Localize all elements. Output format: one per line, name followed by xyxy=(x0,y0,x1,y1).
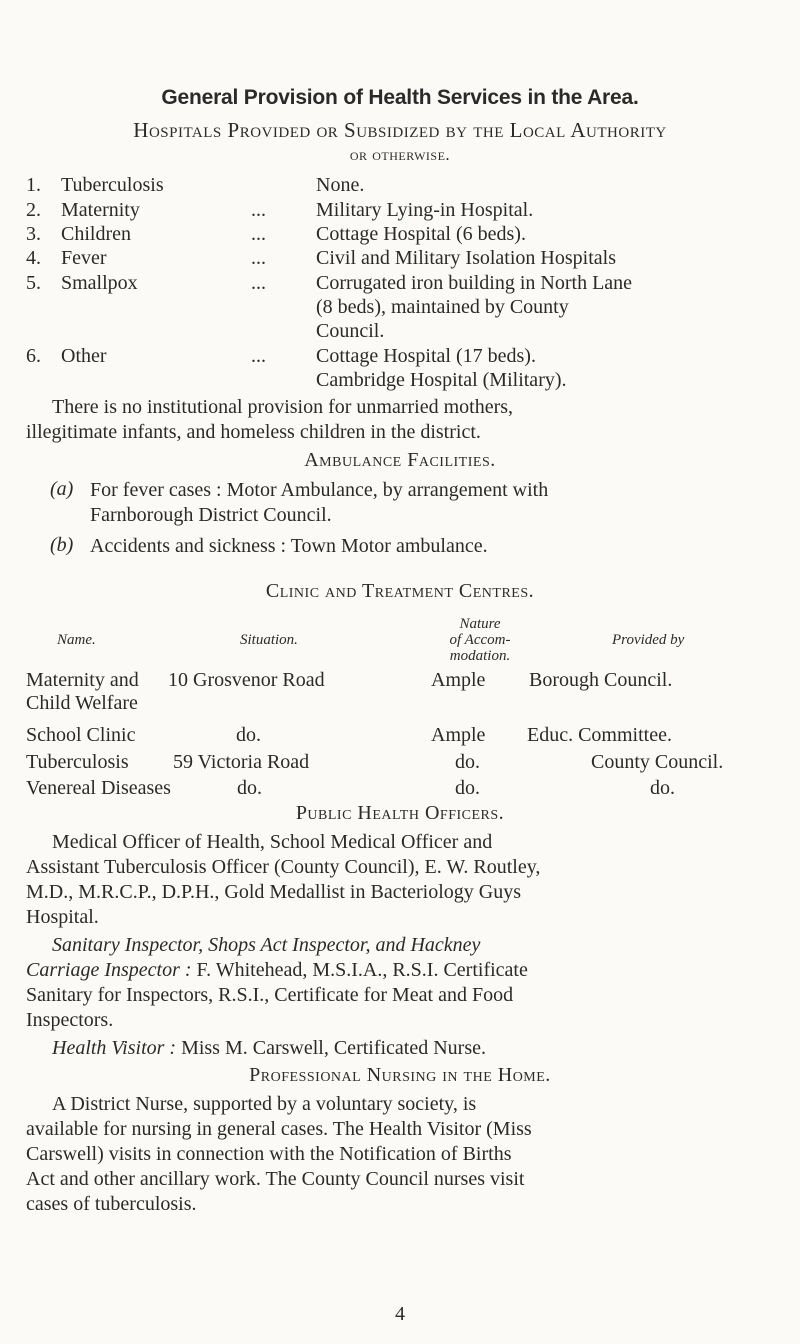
item-value: (8 beds), maintained by County xyxy=(316,296,569,318)
clinic-situation: do. xyxy=(237,777,262,799)
item-number: 2. xyxy=(26,199,41,221)
officers-heading: Public Health Officers. xyxy=(295,802,505,824)
item-category: Fever xyxy=(61,247,107,269)
leader-dots: ... xyxy=(251,247,266,269)
inspector-line: Inspectors. xyxy=(26,1009,114,1031)
leader-dots: ... xyxy=(251,345,266,367)
clinic-name: Maternity and xyxy=(26,669,139,691)
ambulance-text-a: For fever cases : Motor Ambulance, by arrangement with xyxy=(90,479,549,501)
moh-text-cont: M.D., M.R.C.P., D.P.H., Gold Medallist in Bacteriology Guys xyxy=(26,881,522,903)
item-value: Cambridge Hospital (Military). xyxy=(316,369,567,391)
nursing-text: A District Nurse, supported by a voluntary society, is xyxy=(52,1093,477,1115)
clinic-name: School Clinic xyxy=(26,724,136,746)
column-header-name: Name. xyxy=(57,632,96,648)
item-number: 5. xyxy=(26,272,41,294)
moh-text-cont: Assistant Tuberculosis Officer (County Council), E. W. Routley, xyxy=(26,856,541,878)
page-number: 4 xyxy=(395,1303,405,1325)
moh-text: Medical Officer of Health, School Medical Officer and xyxy=(52,831,493,853)
clinic-name-cont: Child Welfare xyxy=(26,692,138,714)
visitor-line xyxy=(52,1036,772,1061)
item-category: Maternity xyxy=(61,199,140,221)
clinic-nature: do. xyxy=(455,751,480,773)
moh-text-cont: Hospital. xyxy=(26,906,99,928)
clinic-name: Tuberculosis xyxy=(26,751,129,773)
item-value: Military Lying-in Hospital. xyxy=(316,199,534,221)
ambulance-label-b: (b) xyxy=(50,534,74,556)
inspector-title-cont: Carriage Inspector : xyxy=(26,959,192,981)
visitor-title: Health Visitor : xyxy=(52,1037,177,1059)
page-title: General Provision of Health Services in the Area. xyxy=(161,86,639,109)
inspector-line: Sanitary for Inspectors, R.S.I., Certificate for Meat and Food xyxy=(26,984,514,1006)
item-number: 3. xyxy=(26,223,41,245)
ambulance-text-b: Accidents and sickness : Town Motor ambulance. xyxy=(90,535,488,557)
nursing-text-cont: Act and other ancillary work. The County Council nurses visit xyxy=(26,1168,525,1190)
item-value: Council. xyxy=(316,320,385,342)
column-header-nature-2: of Accom- xyxy=(449,632,511,648)
leader-dots: ... xyxy=(251,272,266,294)
item-value: Civil and Military Isolation Hospitals xyxy=(316,247,616,269)
item-category: Other xyxy=(61,345,107,367)
nursing-heading: Professional Nursing in the Home. xyxy=(249,1064,551,1086)
nursing-text-cont: Carswell) visits in connection with the Notification of Births xyxy=(26,1143,512,1165)
item-number: 1. xyxy=(26,174,41,196)
inspector-line xyxy=(26,958,776,983)
inspector-name: F. Whitehead, M.S.I.A., R.S.I. Certificate xyxy=(196,959,528,981)
item-category: Smallpox xyxy=(61,272,138,294)
clinic-provided-by: do. xyxy=(650,777,675,799)
item-category: Tuberculosis xyxy=(61,174,164,196)
item-number: 6. xyxy=(26,345,41,367)
clinic-nature: do. xyxy=(455,777,480,799)
item-number: 4. xyxy=(26,247,41,269)
clinic-nature: Ample xyxy=(431,724,486,746)
item-category: Children xyxy=(61,223,131,245)
column-header-nature: Nature xyxy=(459,616,501,632)
leader-dots: ... xyxy=(251,199,266,221)
leader-dots: ... xyxy=(251,223,266,245)
clinic-name: Venereal Diseases xyxy=(26,777,171,799)
clinic-nature: Ample xyxy=(431,669,486,691)
visitor-name: Miss M. Carswell, Certificated Nurse. xyxy=(181,1037,487,1059)
item-value: Cottage Hospital (6 beds). xyxy=(316,223,526,245)
item-value: Corrugated iron building in North Lane xyxy=(316,272,633,294)
ambulance-heading: Ambulance Facilities. xyxy=(304,449,496,471)
clinic-provided-by: Borough Council. xyxy=(529,669,673,691)
column-header-situation: Situation. xyxy=(240,632,298,648)
column-header-nature-3: modation. xyxy=(449,648,511,664)
column-header-provided-by: Provided by xyxy=(612,632,685,648)
clinic-situation: 59 Victoria Road xyxy=(173,751,310,773)
institutional-note-cont: illegitimate infants, and homeless children in the district. xyxy=(26,421,481,443)
item-value: None. xyxy=(316,174,365,196)
clinics-heading: Clinic and Treatment Centres. xyxy=(265,580,535,602)
clinic-situation: do. xyxy=(236,724,261,746)
hospitals-heading: Hospitals Provided or Subsidized by the Local Authority xyxy=(133,118,667,142)
hospitals-heading-continued: or otherwise. xyxy=(349,145,451,164)
clinic-situation: 10 Grosvenor Road xyxy=(168,669,325,691)
item-value: Cottage Hospital (17 beds). xyxy=(316,345,536,367)
nursing-text-cont: cases of tuberculosis. xyxy=(26,1193,197,1215)
clinic-provided-by: County Council. xyxy=(591,751,724,773)
nursing-text-cont: available for nursing in general cases. The Health Visitor (Miss xyxy=(26,1118,532,1140)
inspector-title: Sanitary Inspector, Shops Act Inspector, and Hackney xyxy=(52,934,481,956)
ambulance-label-a: (a) xyxy=(50,478,74,500)
institutional-note: There is no institutional provision for unmarried mothers, xyxy=(52,396,514,418)
ambulance-text-a-cont: Farnborough District Council. xyxy=(90,504,332,526)
clinic-provided-by: Educ. Committee. xyxy=(527,724,672,746)
